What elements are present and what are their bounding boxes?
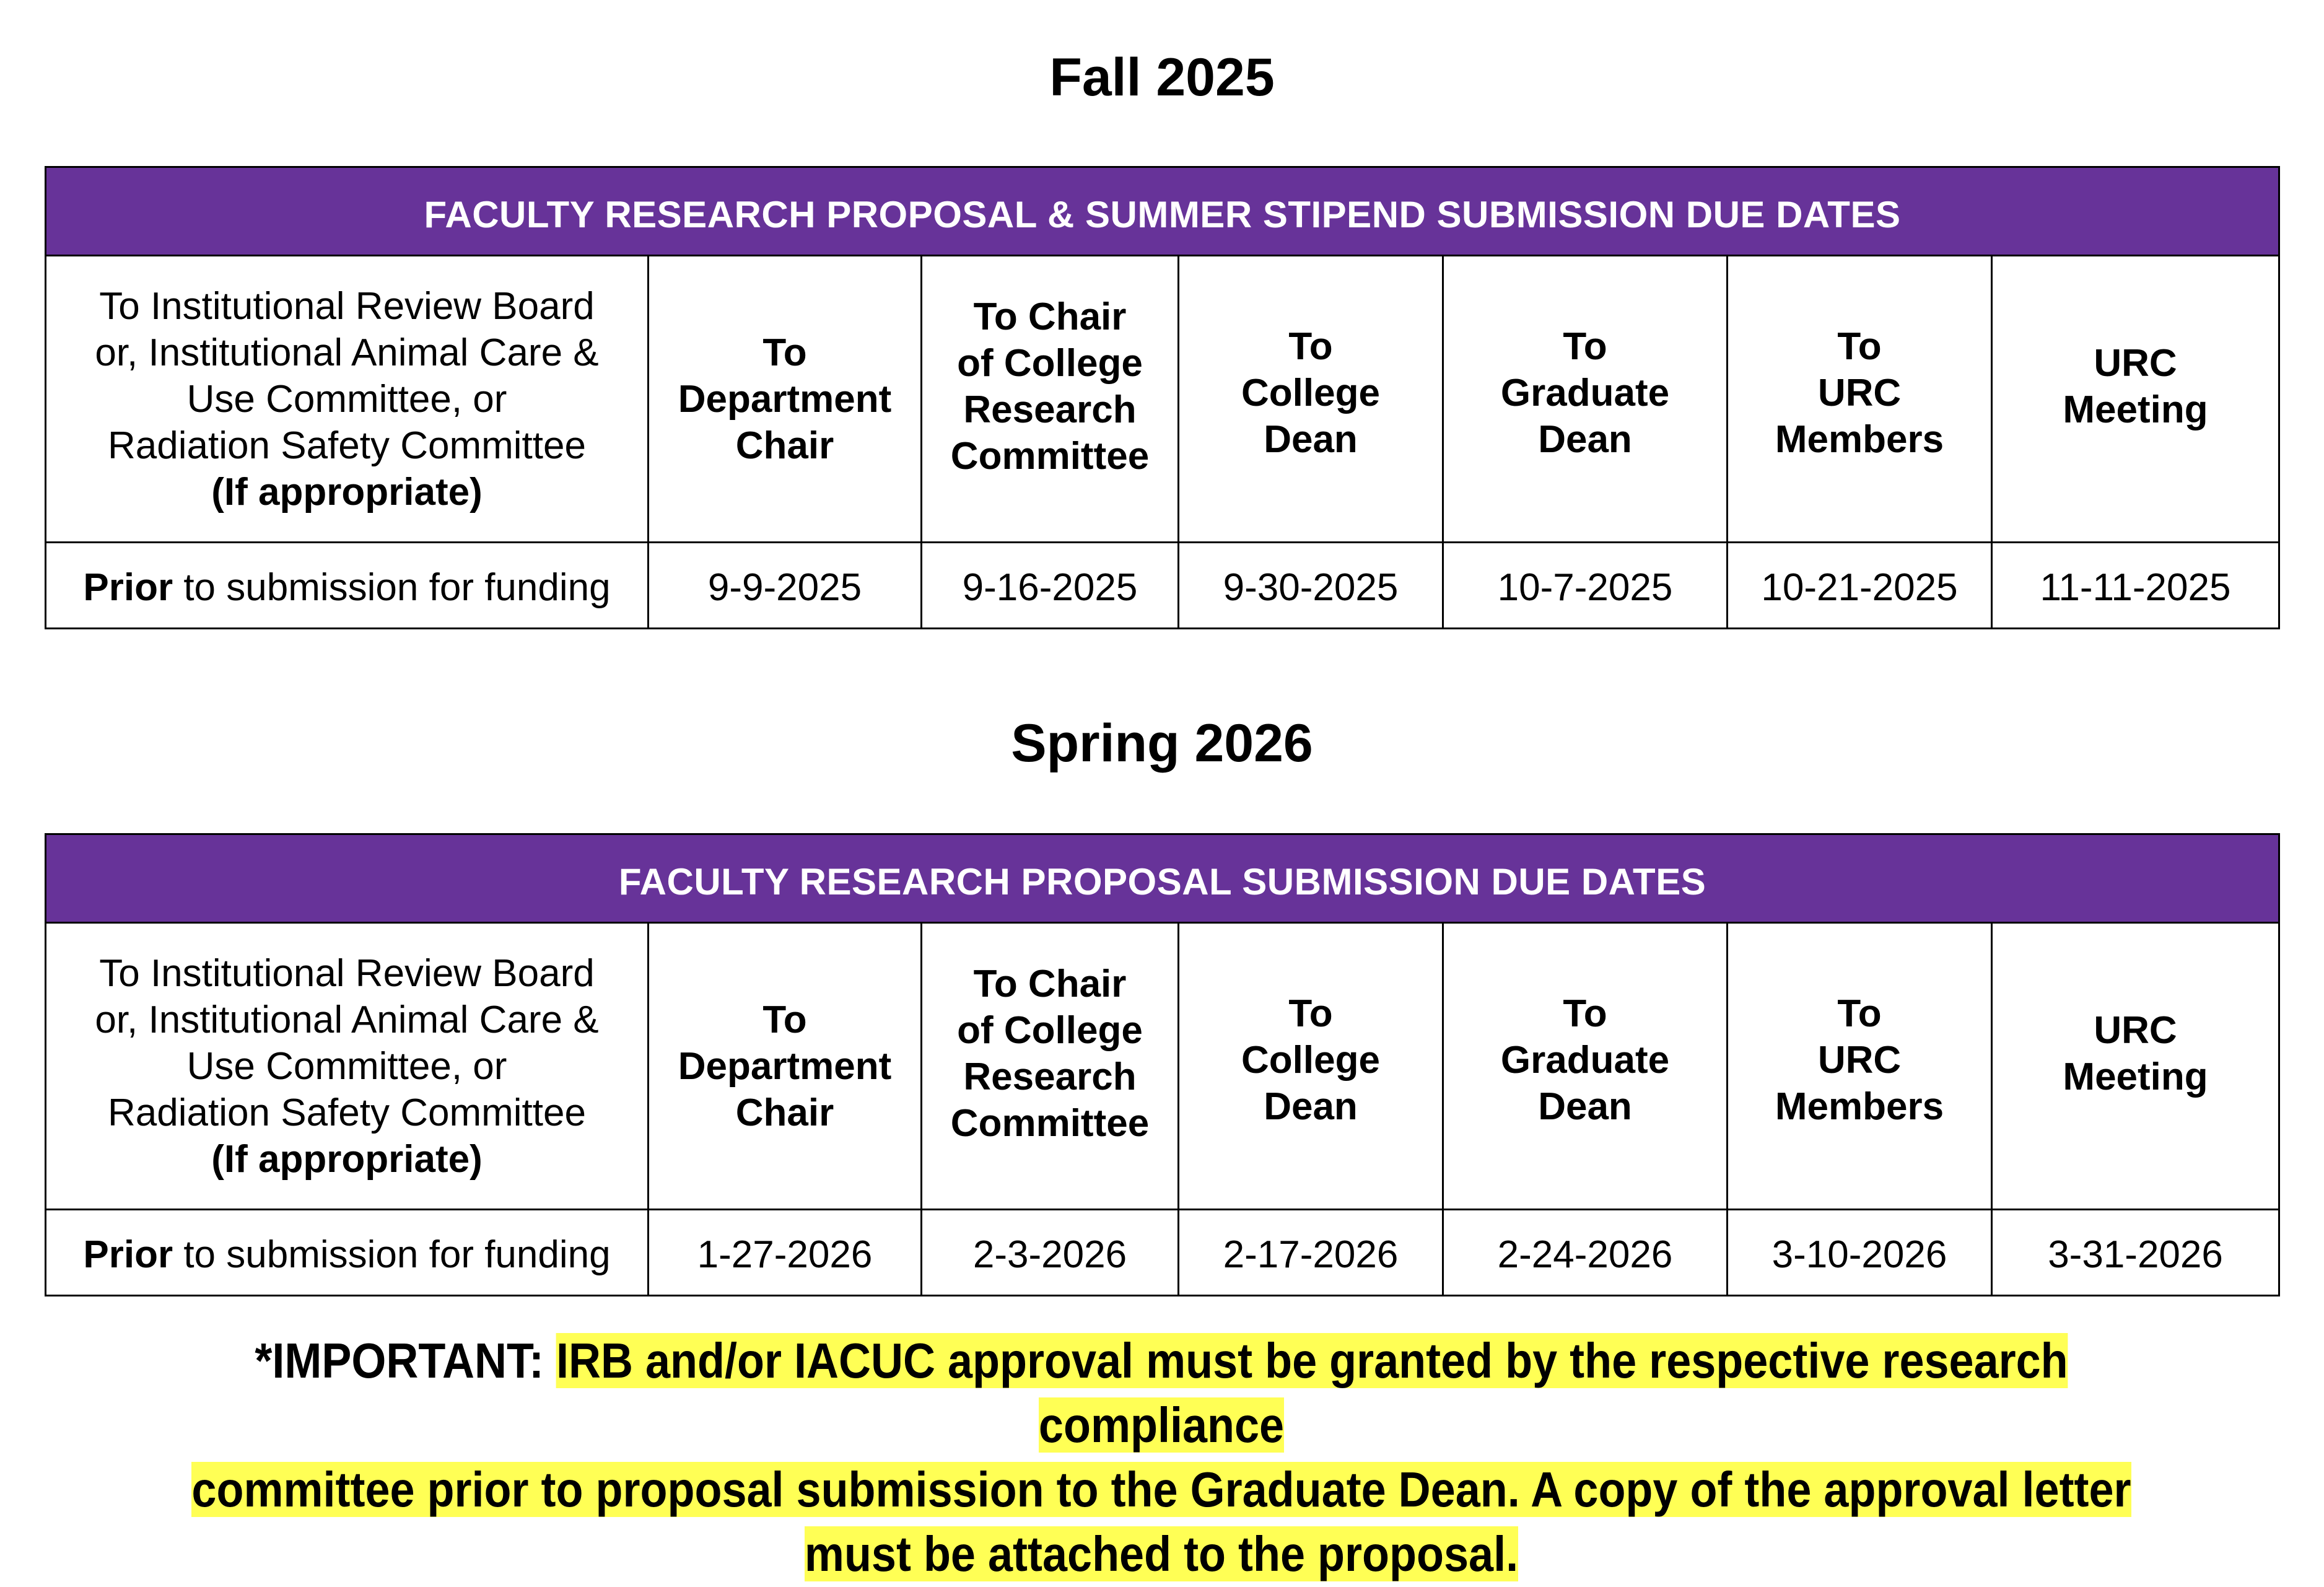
header-line: Radiation Safety Committee [108,424,586,467]
spring-col-graduate-dean [1443,923,1728,1210]
notice-highlight-3: must be attached to the proposal. [804,1526,1519,1581]
header-line: of College [957,342,1143,385]
notice-highlight-2: committee prior to proposal submission to the Graduate Dean. A copy of the approval letter [191,1462,2131,1517]
header-line: Graduate [1500,1038,1670,1082]
header-line: Department [678,377,892,421]
fall-date-urc-meeting: 11-11-2025 [1992,543,2279,629]
spring-due-dates-table [45,833,2280,1296]
header-line: Chair [735,1091,834,1134]
fall-date-urc-members: 10-21-2025 [1728,543,1992,629]
header-line: Committee [950,435,1150,478]
fall-date-graduate-dean: 10-7-2025 [1443,543,1728,629]
header-line: To [1288,325,1333,368]
header-line: To [1563,325,1607,368]
header-line: Department [678,1044,892,1088]
notice-line-2 [156,1458,2166,1522]
header-line: Members [1775,418,1944,461]
header-line: (If appropriate) [211,470,483,514]
header-line: College [1241,1038,1380,1082]
header-line: College [1241,371,1380,414]
header-line: To [1837,992,1882,1035]
header-line: Research [963,388,1137,431]
header-line: Radiation Safety Committee [108,1091,586,1134]
header-line: Dean [1264,1085,1358,1128]
spring-banner-row [46,834,2279,923]
header-line: Meeting [2063,388,2208,431]
header-line: (If appropriate) [211,1137,483,1181]
fall-col-department-chair [649,256,922,543]
header-line: Use Committee, or [186,1044,507,1088]
row-label-bold: Prior [83,1233,173,1276]
row-label-bold: Prior [83,566,173,609]
fall-due-dates-table [45,166,2280,629]
notice-highlight-1: IRB and/or IACUC approval must be granted by the respective research compliance [556,1333,2068,1453]
fall-banner: FACULTY RESEARCH PROPOSAL & SUMMER STIPEND SUBMISSION DUE DATES [46,167,2279,256]
spring-col-compliance [46,923,649,1210]
spring-col-urc-meeting [1992,923,2279,1210]
spring-row-label [46,1210,649,1296]
spring-dates-row [46,1210,2279,1296]
spring-col-college-research-chair [922,923,1179,1210]
fall-title: Fall 2025 [1049,48,1275,107]
spring-banner: FACULTY RESEARCH PROPOSAL SUBMISSION DUE DATES [46,834,2279,923]
header-line: To [762,998,807,1041]
spring-col-urc-members [1728,923,1992,1210]
header-line: URC [2094,1009,2177,1052]
spring-date-college-dean: 2-17-2026 [1179,1210,1443,1296]
spring-date-urc-meeting: 3-31-2026 [1992,1210,2279,1296]
fall-col-urc-members [1728,256,1992,543]
fall-banner-row [46,167,2279,256]
spring-date-college-research-chair: 2-3-2026 [922,1210,1179,1296]
header-line: To [1837,325,1882,368]
spring-col-department-chair [649,923,922,1210]
header-line: URC [2094,342,2177,385]
header-line: Meeting [2063,1056,2208,1098]
header-line: To Chair [973,295,1127,338]
notice-line-1 [156,1329,2166,1458]
fall-header-row [46,256,2279,543]
header-line: To [1563,992,1607,1035]
header-line: To Institutional Review Board [99,951,595,995]
notice-line-3 [156,1522,2166,1586]
header-line: Dean [1538,1085,1632,1128]
header-line: To [762,331,807,374]
header-line: To [1288,992,1333,1035]
fall-col-college-dean [1179,256,1443,543]
fall-col-college-research-chair [922,256,1179,543]
header-line: of College [957,1009,1143,1052]
header-line: or, Institutional Animal Care & [95,998,599,1041]
header-line: Dean [1264,418,1358,461]
fall-col-compliance [46,256,649,543]
header-line: Research [963,1056,1137,1098]
spring-date-department-chair: 1-27-2026 [649,1210,922,1296]
header-line: Committee [950,1102,1150,1145]
fall-dates-row [46,543,2279,629]
header-line: URC [1817,371,1902,414]
header-line: Dean [1538,418,1632,461]
header-line: Chair [735,424,834,467]
header-line: Use Committee, or [186,377,507,421]
spring-date-graduate-dean: 2-24-2026 [1443,1210,1728,1296]
fall-col-urc-meeting [1992,256,2279,543]
spring-col-college-dean [1179,923,1443,1210]
header-line: Graduate [1500,371,1670,414]
header-line: or, Institutional Animal Care & [95,331,599,374]
fall-col-graduate-dean [1443,256,1728,543]
fall-row-label [46,543,649,629]
fall-date-college-dean: 9-30-2025 [1179,543,1443,629]
header-line: Members [1775,1085,1944,1128]
fall-date-department-chair: 9-9-2025 [649,543,922,629]
spring-header-row [46,923,2279,1210]
row-label-rest: to submission for funding [173,566,611,609]
important-notice [156,1329,2166,1586]
notice-label: *IMPORTANT: [255,1333,556,1388]
row-label-rest: to submission for funding [173,1233,611,1276]
spring-date-urc-members: 3-10-2026 [1728,1210,1992,1296]
header-line: To Chair [973,963,1127,1005]
spring-title: Spring 2026 [1011,714,1313,773]
header-line: URC [1817,1038,1902,1082]
header-line: To Institutional Review Board [99,284,595,328]
fall-date-college-research-chair: 9-16-2025 [922,543,1179,629]
